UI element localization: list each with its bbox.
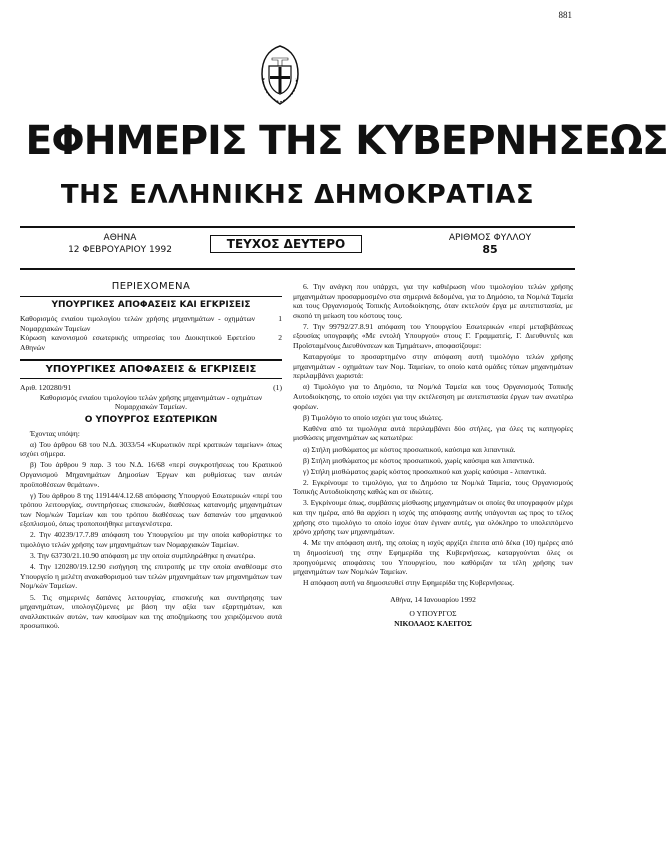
toc-entry [20,314,282,333]
toc-entry-page: 2 [278,333,282,343]
signature-place-date: Αθήνα, 14 Ιανουαρίου 1992 [390,595,476,605]
section-rule [20,359,282,361]
intro-line: Έχοντας υπόψη: [30,428,80,438]
preamble-paragraph: γ) Του άρθρου 8 της 119144/4.12.68 απόφασης Υπουργού Εσωτερικών «περί του τρόπου λειτουργίας, συντηρήσεως επισκευών, διαθέσεως κατανομής μηχανημάτων των Νομ/κών Ταμείων και του τρόπου διαθέσεως των δαπανών του μηχανικού εξοπλισμού, όπως τροποποιήθηκε μεταγενέστερα. [20,490,282,529]
decision-title: Καθορισμός ενιαίου τιμολογίου τελών χρήσης μηχανημάτων - οχημάτων Νομαρχιακών Ταμείων. [39,392,263,412]
section-title: ΥΠΟΥΡΓΙΚΕΣ ΑΠΟΦΑΣΕΙΣ & ΕΓΚΡΙΣΕΙΣ [45,363,257,375]
contents-subtitle: ΥΠΟΥΡΓΙΚΕΣ ΑΠΟΦΑΣΕΙΣ ΚΑΙ ΕΓΚΡΙΣΕΙΣ [51,299,251,310]
body-paragraph: 3. Εγκρίνουμε όπως, συμβάσεις μίσθωσης μηχανημάτων οι οποίες θα υπογραφούν μέχρι και την ημέρα, από θα αρχίσει η ισχύς της απόφασης αυτής υπάγονται ως προς το τέλος χρήσης στο τιμολόγιο το οποίο ίσχυε όταν έγιναν αυτές, για ολόκληρο το υπολειπόμενο χρόνο χρήσης των μηχανημάτων. [293,498,573,537]
body-paragraph: α) Τιμολόγιο για το Δημόσιο, τα Νομ/κά Ταμεία και τους Οργανισμούς Τοπικής Αυτοδιοίκησης, το οποίο ισχύει για την εκτέλεσηση με αυτεπιστασία έργων των ανωτέρω φορέων. [293,382,573,411]
preamble-paragraph: 4. Την 120280/19.12.90 εισήγηση της επιτροπής με την οποία αναθέσαμε στο Υπουργείο η μελέτη ανακαθορισμού των τελών μηχανημάτων των μηχανημάτων των Νομ/κών Ταμείων. [20,562,282,591]
minister-heading: Ο ΥΠΟΥΡΓΟΣ ΕΣΩΤΕΡΙΚΩΝ [84,414,218,425]
page-number: 881 [558,10,572,20]
toc-entry [20,333,282,352]
body-paragraph: 4. Με την απόφαση αυτή, της οποίας η ισχύς αρχίζει έπειτα από δέκα (10) ημέρες από τη δημοσίευσή της στην Εφημερίδα της Κυβερνήσεως, καταργούνται όλες οι προηγούμενες αποφάσεις του Υπουργείου, που καθόριζαν τα τέλη χρήσης των μηχανημάτων των Νομ/κών Ταμείων. [293,538,573,577]
contents-rule [20,296,282,297]
preamble-paragraph: β) Του άρθρου 9 παρ. 3 του Ν.Δ. 16/68 «περί συγκροτήσεως του Κρατικού Οργανισμού Μηχανημάτων Δημοσίων Έργων και ρυθμίσεως των αυτών προϋποθέσεων θεμάτων». [20,460,282,489]
gazette-title: ΕΦΗΜΕΡΙΣ ΤΗΣ ΚΥΒΕΡΝΗΣΕΩΣ [25,118,668,164]
toc-entry-page: 1 [278,314,282,324]
issue-info-bar [20,232,575,266]
body-paragraph: γ) Στήλη μισθώματος χωρίς κόστος προσωπικού και χωρίς καύσιμα - λιπαντικά. [303,466,547,476]
section-rule-bottom [20,378,282,379]
signature-role: Ο ΥΠΟΥΡΓΟΣ [409,608,457,618]
decision-header [20,383,282,393]
issue-location: ΑΘΗΝΑ [103,233,137,243]
sheet-number-block [420,232,560,256]
gazette-subtitle: ΤΗΣ ΕΛΛΗΝΙΚΗΣ ΔΗΜΟΚΡΑΤΙΑΣ [60,180,535,210]
issue-series: ΤΕΥΧΟΣ ΔΕΥΤΕΡΟ [210,235,362,253]
left-column [20,282,282,632]
header-rule-bottom [20,268,575,270]
body-paragraph: 6. Την ανάγκη που υπάρχει, για την καθιέρωση νέου τιμολογίου τελών χρήσης μηχανημάτων προσαρμοσμένο στα σημερινά δεδομένα, για το Δημόσιο, τα Νομ/κά Ταμεία και τους Οργανισμούς Τοπικής Αυτοδιοίκησης, όταν εκτελούν έργα με αυτεπιστασία, με σκοπό τη μείωση του κόστους τους. [293,282,573,320]
toc-entry-text: Καθορισμός ενιαίου τιμολογίου τελών χρήσης μηχανημάτων - οχημάτων Νομαρχιακών Ταμείων [20,314,255,333]
issue-location-date [50,232,190,256]
body-paragraph: β) Τιμολόγιο το οποίο ισχύει για τους ιδιώτες. [303,412,443,422]
signature-name: ΝΙΚΟΛΑΟΣ ΚΛΕΙΤΟΣ [394,618,472,628]
body-paragraph: Καθένα από τα τιμολόγια αυτά περιλαμβάνει δύο στήλες, για όλες τις κατηγορίες μισθώσεις μηχανημάτων ως κατωτέρω: [293,423,573,443]
contents-title: ΠΕΡΙΕΧΟΜΕΝΑ [111,281,191,292]
body-paragraph: α) Στήλη μισθώματος με κόστος προσωπικού, καύσιμα και λιπαντικά. [303,444,516,454]
body-paragraph: Η απόφαση αυτή να δημοσιευθεί στην Εφημερίδα της Κυβερνήσεως. [303,578,515,588]
decision-number: Αριθ. 120280/91 [20,383,72,393]
body-paragraph: β) Στήλη μισθώματος με κόστος προσωπικού, χωρίς καύσιμα και λιπαντικά. [303,455,535,465]
preamble-paragraph: 2. Την 40239/17.7.89 απόφαση του Υπουργείου με την οποία καθορίστηκε το τιμολόγιο τελών χρήσης των μηχανημάτων των Νομαρχιακών Ταμείων. [20,530,282,550]
preamble-paragraph: α) Του άρθρου 68 του Ν.Δ. 3033/54 «Κυρωτικόν περί κρατικών ταμείων» όπως ισχύει σήμερα. [20,439,282,459]
body-paragraph: 7. Την 99792/27.8.91 απόφαση του Υπουργείου Εσωτερικών «περί μεταβιβάσεως εξουσίας υπογραφής «Με εντολή Υπουργού» στους Γ. Γραμματείς, Γ. Διευθυντές και Προϊσταμένους Διευθύνσεων και Τμημάτων», αποφασίζουμε: [293,321,573,351]
greek-coat-of-arms-icon [258,44,302,106]
sheet-number: 85 [482,243,498,256]
right-column [293,282,573,628]
decision-ref: (1) [273,383,282,393]
toc-entry-text: Κύρωση κανονισμού εσωτερικής υπηρεσίας του Διοικητικού Εφετείου Αθηνών [20,333,255,352]
preamble-paragraph: 3. Την 63730/21.10.90 απόφαση με την οποία συμπληρώθηκε η ανωτέρω. [30,551,256,561]
sheet-number-label: ΑΡΙΘΜΟΣ ΦΥΛΛΟΥ [448,233,532,243]
preamble-paragraph: 5. Τις σημερινές δαπάνες λειτουργίας, επισκευής και συντήρησης των μηχανημάτων, υπολογιζόμενες με βάση την αξία των εξαρτημάτων, και αναλλακτικών αυτών, των καυσίμων και της αποζημίωσης του χειριζόμενου αυτά προσωπικού. [20,592,282,631]
issue-date: 12 ΦΕΒΡΟΥΑΡΙΟΥ 1992 [68,245,172,255]
body-paragraph: Καταργούμε το προσαρτημένο στην απόφαση αυτή τιμολόγιο τελών χρήσης μηχανημάτων - οχημάτων των Νομ. Ταμείων, το οποίο κατά ομάδες τύπων μηχανημάτων περιλαμβάνει χωριστά: [293,352,573,381]
body-paragraph: 2. Εγκρίνουμε το τιμολόγιο, για το Δημόσιο τα Νομ/κά Ταμεία, τους Οργανισμούς Τοπικής Αυτοδιοίκησης καθώς και σε ιδιώτες. [293,477,573,497]
header-rule-top [20,226,575,228]
